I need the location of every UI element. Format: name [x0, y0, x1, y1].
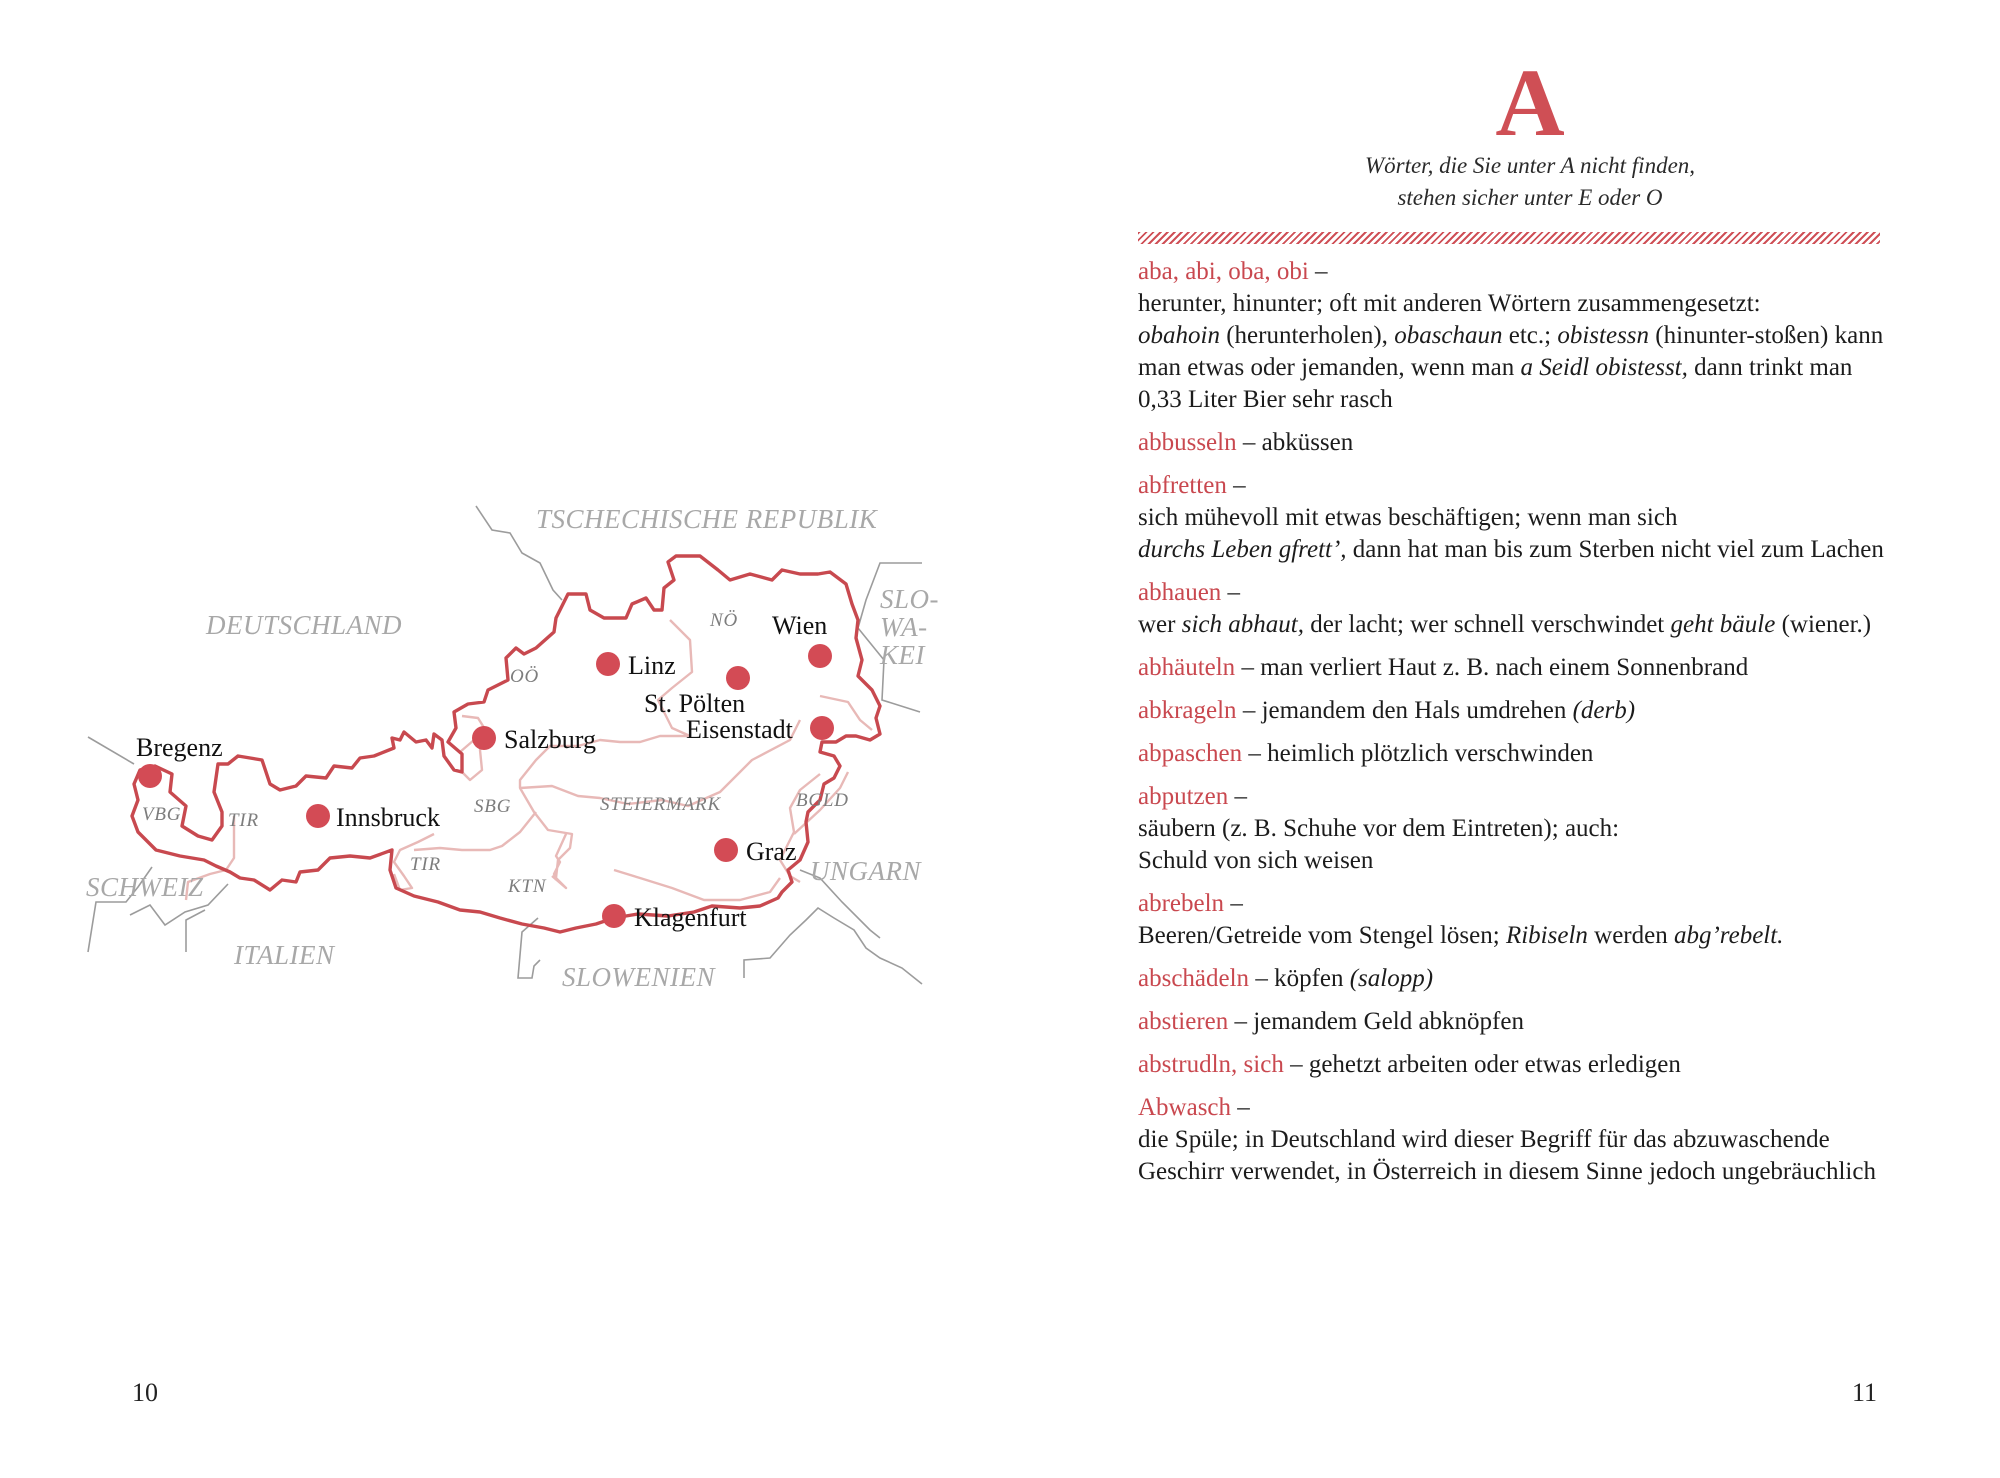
def-text: wer	[1138, 611, 1182, 638]
city-dot-st-poelten	[726, 666, 750, 690]
label-germany: DEUTSCHLAND	[206, 610, 403, 640]
entry-abfretten	[1138, 470, 1898, 566]
headword: abschädeln	[1138, 965, 1250, 992]
label-czech: TSCHECHISCHE REPUBLIK	[536, 504, 878, 534]
entry-abhauen	[1138, 577, 1898, 641]
chapter-subtitle	[1280, 150, 1780, 214]
label-slovakia-1: SLO-	[880, 584, 940, 614]
def-italic: durchs Leben gfrett’,	[1138, 536, 1347, 563]
label-state-vbg: VBG	[142, 804, 182, 825]
def-italic: Ribiseln	[1505, 922, 1588, 949]
def-text: säubern (z. B. Schuhe vor dem Eintreten); auch:	[1138, 815, 1620, 842]
label-state-sbg: SBG	[474, 796, 512, 817]
dash: –	[1226, 472, 1246, 499]
headword: abhäuteln	[1138, 654, 1236, 681]
def-text: (hinunter-stoßen) kann man etwas oder jemanden, wenn man	[1138, 322, 1884, 381]
city-label-klagenfurt: Klagenfurt	[634, 903, 747, 932]
headword: abstrudln, sich	[1138, 1051, 1284, 1078]
dash: –	[1228, 783, 1247, 810]
definition: – abküssen	[1236, 429, 1354, 456]
label-state-oo: OÖ	[510, 666, 540, 687]
dash: –	[1221, 579, 1241, 606]
city-label-graz: Graz	[746, 837, 797, 866]
entry-abrebeln	[1138, 888, 1898, 952]
city-dot-bregenz	[138, 764, 162, 788]
headword: abstieren	[1138, 1008, 1229, 1035]
city-label-st-poelten: St. Pölten	[644, 689, 746, 718]
label-state-tir: TIR	[228, 810, 259, 831]
entry-abschaedeln	[1138, 963, 1898, 995]
def-italic: obaschaun	[1394, 322, 1503, 349]
headword: abrebeln	[1138, 890, 1225, 917]
label-state-steiermark: STEIERMARK	[600, 794, 721, 815]
city-label-wien: Wien	[772, 611, 828, 640]
chapter-letter: A	[1495, 49, 1565, 156]
label-slovakia-3: KEI	[880, 640, 925, 670]
def-text: etc.;	[1502, 322, 1558, 349]
definition	[1138, 288, 1898, 416]
definition	[1138, 920, 1898, 952]
dash: –	[1231, 1094, 1250, 1121]
headword: abpaschen	[1138, 740, 1243, 767]
definition: – jemandem den Hals umdrehen	[1236, 697, 1573, 724]
city-dot-graz	[714, 838, 738, 862]
entry-abkrageln	[1138, 695, 1898, 727]
definition: – man verliert Haut z. B. nach einem Sonnenbrand	[1235, 654, 1749, 681]
def-text: werden	[1587, 922, 1674, 949]
label-state-no: NÖ	[710, 610, 738, 631]
entry-abpaschen	[1138, 738, 1898, 770]
city-label-bregenz: Bregenz	[136, 733, 223, 762]
def-italic: sich abhaut,	[1181, 611, 1304, 638]
headword: Abwasch	[1138, 1094, 1232, 1121]
headword: abhauen	[1138, 579, 1222, 606]
city-dot-wien	[808, 644, 832, 668]
right-page	[1000, 0, 2000, 1478]
def-text: Schuld von sich weisen	[1138, 847, 1374, 874]
def-text: (wiener.)	[1775, 611, 1872, 638]
definition: – köpfen	[1249, 965, 1350, 992]
label-italy: ITALIEN	[234, 940, 335, 970]
city-label-linz: Linz	[628, 651, 676, 680]
label-slovenia: SLOWENIEN	[562, 962, 715, 992]
page-number-left: 10	[132, 1378, 158, 1407]
def-italic: abg’rebelt.	[1673, 922, 1784, 949]
subtitle-line-2: stehen sicher unter E oder O	[1397, 185, 1663, 210]
label-state-tir-east: TIR	[410, 854, 441, 875]
entry-abwasch	[1138, 1092, 1898, 1188]
def-text: Beeren/Getreide vom Stengel lösen;	[1138, 922, 1506, 949]
city-label-eisenstadt: Eisenstadt	[686, 715, 793, 744]
def-text: dann hat man bis zum Sterben nicht viel zum Lachen	[1346, 536, 1884, 563]
definition	[1138, 609, 1898, 641]
usage-note: (derb)	[1572, 697, 1636, 724]
def-italic: a Seidl obistesst,	[1520, 354, 1688, 381]
entry-abstrudln	[1138, 1049, 1898, 1081]
label-hungary: UNGARN	[810, 856, 921, 886]
entry-abputzen	[1138, 781, 1898, 877]
city-dot-innsbruck	[306, 804, 330, 828]
label-slovakia-2: WA-	[880, 612, 928, 642]
city-dot-salzburg	[472, 726, 496, 750]
definition: – heimlich plötzlich verschwinden	[1242, 740, 1594, 767]
def-italic: obahoin	[1138, 322, 1220, 349]
city-label-innsbruck: Innsbruck	[336, 803, 440, 832]
headword: abkrageln	[1138, 697, 1237, 724]
label-state-ktn: KTN	[508, 876, 547, 897]
def-text: (herunterholen),	[1219, 322, 1395, 349]
headword: abbusseln	[1138, 429, 1237, 456]
definition: – gehetzt arbeiten oder etwas erledigen	[1283, 1051, 1681, 1078]
city-dot-linz	[596, 652, 620, 676]
def-italic: geht bäule	[1670, 611, 1776, 638]
def-text: der lacht; wer schnell verschwindet	[1303, 611, 1671, 638]
entry-abstieren	[1138, 1006, 1898, 1038]
def-italic: obistessn	[1557, 322, 1650, 349]
definition: – jemandem Geld abknöpfen	[1228, 1008, 1524, 1035]
entry-aba	[1138, 256, 1898, 416]
entry-abbusseln	[1138, 427, 1898, 459]
label-switzerland: SCHWEIZ	[86, 872, 204, 902]
headword: abputzen	[1138, 783, 1229, 810]
city-dot-eisenstadt	[810, 716, 834, 740]
def-text: dann trinkt man 0,33 Liter Bier sehr rasch	[1138, 354, 1853, 413]
headword: abfretten	[1138, 472, 1227, 499]
city-dot-klagenfurt	[602, 904, 626, 928]
hatched-divider	[1138, 232, 1880, 244]
definition: die Spüle; in Deutschland wird dieser Begriff für das abzuwaschende Geschirr verwendet, in Österreich in diesem Sinne jedoch ungebräuchlich	[1138, 1126, 1876, 1185]
definition	[1138, 813, 1898, 877]
page-number-right: 11	[1852, 1378, 1878, 1407]
dictionary-entries	[1138, 256, 1898, 1199]
entry-abhaeuteln	[1138, 652, 1898, 684]
def-text: herunter, hinunter; oft mit anderen Wörtern zusammengesetzt:	[1138, 290, 1761, 317]
dash: –	[1224, 890, 1243, 917]
usage-note: (salopp)	[1349, 965, 1434, 992]
label-state-bgld: BGLD	[796, 790, 849, 811]
definition	[1138, 502, 1898, 566]
headword: aba, abi, oba, obi	[1138, 258, 1309, 285]
dash: –	[1308, 258, 1328, 285]
border-italy	[186, 910, 205, 952]
subtitle-line-1: Wörter, die Sie unter A nicht finden,	[1364, 153, 1696, 178]
def-text: sich mühevoll mit etwas beschäftigen; wenn man sich	[1138, 504, 1678, 531]
city-label-salzburg: Salzburg	[504, 725, 596, 754]
